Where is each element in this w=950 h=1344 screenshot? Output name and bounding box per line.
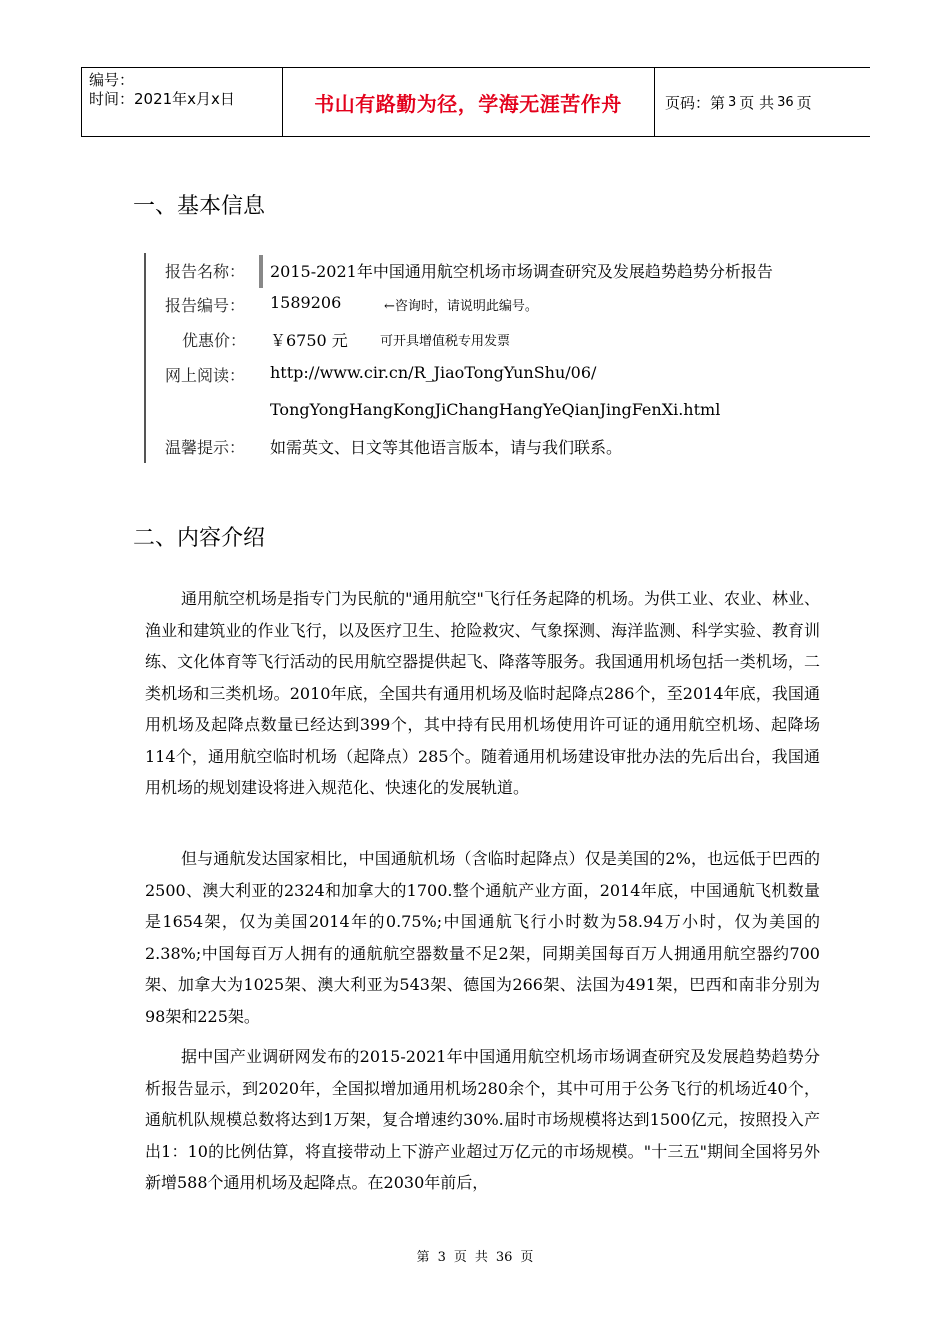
code-label: 编号： — [89, 71, 135, 89]
footer-suffix: 页 — [520, 1250, 534, 1265]
info-name-marker — [259, 255, 263, 288]
footer-prefix: 第 — [416, 1250, 430, 1265]
report-name-label: 报告名称： — [165, 262, 246, 281]
report-no: 1589206 — [270, 293, 342, 312]
report-no-note: ←咨询时，请说明此编号。 — [384, 299, 538, 314]
page-header — [81, 67, 870, 137]
header-page-info — [665, 68, 812, 136]
intro-paragraph-3: 据中国产业调研网发布的2015-2021年中国通用航空机场市场调查研究及发展趋势趋势分析报告显示，到2020年，全国拟增加通用机场280余个，其中可用于公务飞行的机场近40个，通航机队规模总数将达到1万架，复合增速约30%.届时市场规模将达到1500亿元，按照投入产出1：10的比例估算，将直接带动上下游产业超过万亿元的市场规模。"十三五"期间全国将另外新增588个通用机场及起降点。在2030年前后， — [145, 1047, 820, 1192]
header-divider — [81, 68, 82, 136]
page-footer — [0, 1246, 950, 1265]
header-divider — [654, 68, 655, 136]
page-suffix: 页 — [796, 93, 812, 112]
tip-text: 如需英文、日文等其他语言版本，请与我们联系。 — [270, 438, 623, 457]
header-meta — [89, 71, 235, 109]
page-prefix: 页码：第 — [665, 93, 726, 112]
report-no-label: 报告编号： — [165, 296, 246, 315]
footer-mid1: 页 — [453, 1250, 467, 1265]
price-label: 优惠价： — [182, 331, 247, 350]
footer-mid2: 共 — [474, 1250, 488, 1265]
report-name: 2015-2021年中国通用航空机场市场调查研究及发展趋势趋势分析报告 — [270, 262, 773, 281]
page-mid: 页 共 — [739, 93, 775, 112]
info-left-rule — [144, 253, 146, 463]
motto-text: 书山有路勤为径，学海无涯苦作舟 — [314, 91, 622, 116]
section-title-basic-info: 一、基本信息 — [133, 194, 266, 219]
price-note: 可开具增值税专用发票 — [380, 334, 511, 349]
date-text: 时间：2021年x月x日 — [89, 90, 235, 108]
url-link-line1[interactable]: http://www.cir.cn/R_JiaoTongYunShu/06/ — [270, 363, 597, 382]
price-value: ￥6750 元 — [270, 331, 348, 350]
section-title-content-intro: 二、内容介绍 — [133, 526, 266, 551]
url-link-line2[interactable]: TongYongHangKongJiChangHangYeQianJingFenXi.html — [270, 400, 721, 419]
intro-paragraph-1: 通用航空机场是指专门为民航的"通用航空"飞行任务起降的机场。为供工业、农业、林业、渔业和建筑业的作业飞行，以及医疗卫生、抢险救灾、气象探测、海洋监测、科学实验、教育训练、文化体育等飞行活动的民用航空器提供起飞、降落等服务。我国通用机场包括一类机场，二类机场和三类机场。2010年底，全国共有通用机场及临时起降点286个，至2014年底，我国通用机场及起降点数量已经达到399个，其中持有民用机场使用许可证的通用航空机场、起降场114个，通用航空临时机场（起降点）285个。随着通用机场建设审批办法的先后出台，我国通用机场的规划建设将进入规范化、快速化的发展轨道。 — [145, 589, 820, 797]
footer-current: 3 — [437, 1250, 446, 1265]
footer-total: 36 — [495, 1250, 513, 1265]
intro-paragraph-2: 但与通航发达国家相比，中国通航机场（含临时起降点）仅是美国的2%，也远低于巴西的2500、澳大利亚的2324和加拿大的1700.整个通航产业方面，2014年底，中国通航飞机数量是1654架，仅为美国2014年的0.75%;中国通航飞行小时数为58.94万小时，仅为美国的2.38%;中国每百万人拥有的通航航空器数量不足2架，同期美国每百万人拥通用航空器约700架、加拿大为1025架、澳大利亚为543架、德国为266架、法国为491架，巴西和南非分别为98架和225架。 — [145, 849, 820, 1026]
tip-label: 温馨提示： — [165, 438, 246, 457]
header-motto-cell — [283, 68, 653, 136]
page-total: 36 — [777, 94, 794, 110]
page-current: 3 — [728, 94, 737, 110]
url-label: 网上阅读： — [165, 366, 246, 385]
